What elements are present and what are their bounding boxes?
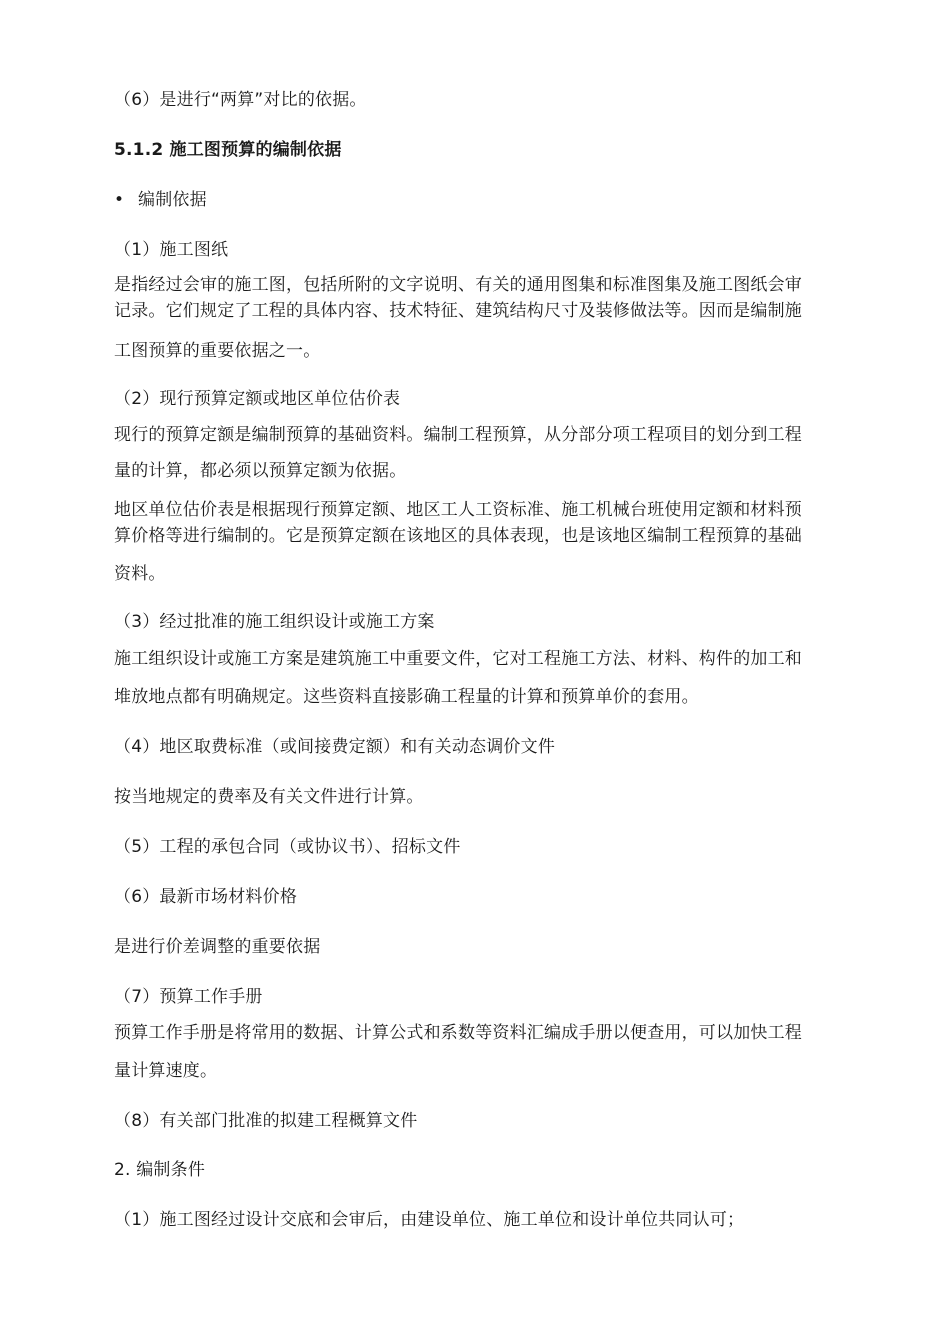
paragraph: [114, 422, 882, 484]
section-heading-2: 2. 编制条件: [114, 1160, 206, 1180]
paragraph: 按当地规定的费率及有关文件进行计算。: [114, 787, 424, 807]
paragraph-line: 记录。它们规定了工程的具体内容、技术特征、建筑结构尺寸及装修做法等。因而是编制施: [114, 301, 802, 321]
text-line: （6）是进行“两算”对比的依据。: [114, 90, 367, 110]
item-title: （2）现行预算定额或地区单位估价表: [114, 389, 401, 409]
item-title: （1）施工图纸: [114, 240, 229, 260]
paragraph-line: 预算工作手册是将常用的数据、计算公式和系数等资料汇编成手册以便查用，可以加快工程: [114, 1023, 802, 1043]
paragraph: 是进行价差调整的重要依据: [114, 937, 321, 957]
paragraph-line: 资料。: [114, 564, 166, 584]
section-heading: 5.1.2 施工图预算的编制依据: [114, 140, 342, 160]
bullet-item: [114, 188, 884, 212]
paragraph-line: 是指经过会审的施工图，包括所附的文字说明、有关的通用图集和标准图集及施工图纸会审: [114, 275, 802, 295]
item-title: （7）预算工作手册: [114, 987, 263, 1007]
paragraph-line: 算价格等进行编制的。它是预算定额在该地区的具体表现，也是该地区编制工程预算的基础: [114, 526, 802, 546]
paragraph: [114, 1020, 882, 1084]
paragraph: [114, 497, 882, 587]
text-line: （1）施工图经过设计交底和会审后，由建设单位、施工单位和设计单位共同认可；: [114, 1210, 745, 1230]
bullet-icon: •: [114, 190, 125, 210]
paragraph-line: 量的计算，都必须以预算定额为依据。: [114, 461, 407, 481]
paragraph-line: 地区单位估价表是根据现行预算定额、地区工人工资标准、施工机械台班使用定额和材料预: [114, 500, 802, 520]
item-title: （4）地区取费标准（或间接费定额）和有关动态调价文件: [114, 737, 556, 757]
paragraph-line: 现行的预算定额是编制预算的基础资料。编制工程预算，从分部分项工程项目的划分到工程: [114, 425, 802, 445]
paragraph: [114, 646, 882, 710]
item-title: （6）最新市场材料价格: [114, 887, 298, 907]
paragraph-line: 量计算速度。: [114, 1061, 218, 1081]
item-title: （5）工程的承包合同（或协议书）、招标文件: [114, 837, 461, 857]
paragraph-line: 施工组织设计或施工方案是建筑施工中重要文件，它对工程施工方法、材料、构件的加工和: [114, 649, 802, 669]
paragraph-line: 工图预算的重要依据之一。: [114, 341, 321, 361]
bullet-text: 编制依据: [138, 190, 207, 210]
item-title: （3）经过批准的施工组织设计或施工方案: [114, 612, 435, 632]
paragraph: [114, 272, 882, 364]
paragraph-line: 堆放地点都有明确规定。这些资料直接影确工程量的计算和预算单价的套用。: [114, 687, 699, 707]
item-title: （8）有关部门批准的拟建工程概算文件: [114, 1111, 418, 1131]
